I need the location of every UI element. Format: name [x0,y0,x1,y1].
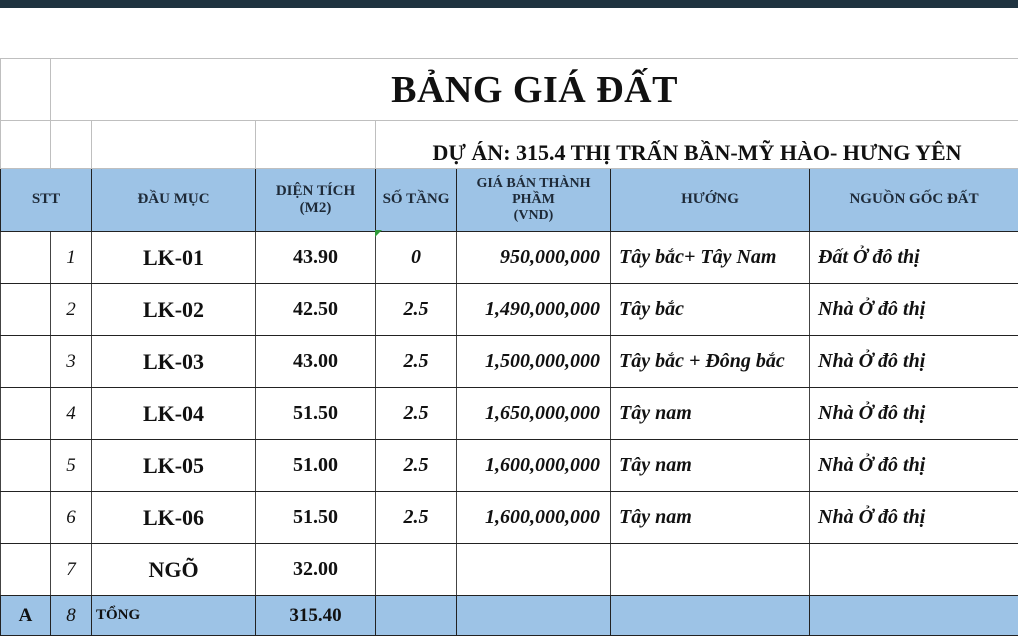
row-code[interactable]: LK-02 [92,284,256,336]
header-gia-ban [457,169,611,232]
price-table [0,58,1018,636]
cell[interactable] [1,59,51,121]
row-stt[interactable]: 4 [51,388,92,440]
row-stt[interactable]: 6 [51,492,92,544]
row-area[interactable]: 42.50 [256,284,376,336]
row-code[interactable]: LK-03 [92,336,256,388]
page-title: BẢNG GIÁ ĐẤT [51,59,1018,121]
total-area[interactable]: 315.40 [256,596,376,636]
cell[interactable] [810,596,1018,636]
cell[interactable] [51,121,92,169]
header-gia-ban-line3: (VND) [513,208,554,224]
header-stt: STT [1,169,92,232]
cell[interactable] [1,232,51,284]
cell[interactable] [256,121,376,169]
row-direction[interactable]: Tây bắc [611,284,810,336]
row-price[interactable] [457,544,611,596]
row-origin[interactable]: Nhà Ở đô thị [810,440,1018,492]
cell[interactable] [1,388,51,440]
row-area[interactable]: 43.90 [256,232,376,284]
row-price[interactable]: 1,600,000,000 [457,440,611,492]
row-floors[interactable]: 2.5 [376,492,457,544]
spreadsheet-sheet [0,8,1018,643]
header-dien-tich [256,169,376,232]
cell[interactable] [376,596,457,636]
project-subtitle: DỰ ÁN: 315.4 THỊ TRẤN BẦN-MỸ HÀO- HƯNG YÊN [376,121,1018,169]
cell[interactable] [1,336,51,388]
row-floors[interactable]: 2.5 [376,440,457,492]
header-dien-tich-line2: (M2) [299,200,332,216]
row-stt[interactable]: 2 [51,284,92,336]
header-gia-ban-line1: GIÁ BÁN THÀNH [476,175,591,191]
total-group[interactable]: A [1,596,51,636]
total-label[interactable]: TỔNG [92,596,256,636]
header-huong: HƯỚNG [611,169,810,232]
total-stt[interactable]: 8 [51,596,92,636]
row-price[interactable]: 1,490,000,000 [457,284,611,336]
row-floors[interactable]: 2.5 [376,336,457,388]
row-area[interactable]: 51.50 [256,492,376,544]
header-dien-tich-line1: DIỆN TÍCH [275,182,356,199]
row-code[interactable]: LK-01 [92,232,256,284]
row-origin[interactable]: Nhà Ở đô thị [810,284,1018,336]
row-direction[interactable]: Tây nam [611,388,810,440]
table-row [1,232,1018,284]
row-code[interactable]: LK-06 [92,492,256,544]
row-area[interactable]: 51.00 [256,440,376,492]
row-origin[interactable] [810,544,1018,596]
total-row [1,596,1018,636]
cell[interactable] [92,121,256,169]
table-row [1,440,1018,492]
cell[interactable] [457,596,611,636]
row-code[interactable]: NGÕ [92,544,256,596]
row-floors[interactable]: 2.5 [376,284,457,336]
header-so-tang: SỐ TẦNG [376,169,457,232]
row-area[interactable]: 51.50 [256,388,376,440]
cell[interactable] [1,544,51,596]
cell[interactable] [611,596,810,636]
cell[interactable] [1,284,51,336]
row-origin[interactable]: Nhà Ở đô thị [810,492,1018,544]
header-gia-ban-line2: PHẦM [512,191,555,207]
row-direction[interactable] [611,544,810,596]
row-stt[interactable]: 1 [51,232,92,284]
row-price[interactable]: 1,600,000,000 [457,492,611,544]
header-nguon-goc: NGUỒN GỐC ĐẤT [810,169,1018,232]
row-origin[interactable]: Nhà Ở đô thị [810,388,1018,440]
table-row [1,492,1018,544]
table-row [1,544,1018,596]
header-dau-muc: ĐẦU MỤC [92,169,256,232]
row-floors[interactable] [376,544,457,596]
cell[interactable] [1,121,51,169]
cell[interactable] [1,440,51,492]
row-direction[interactable]: Tây bắc+ Tây Nam [611,232,810,284]
row-price[interactable]: 1,500,000,000 [457,336,611,388]
row-direction[interactable]: Tây bắc + Đông bắc [611,336,810,388]
row-origin[interactable]: Nhà Ở đô thị [810,336,1018,388]
row-origin[interactable]: Đất Ở đô thị [810,232,1018,284]
row-floors[interactable]: 0 [376,232,457,284]
row-direction[interactable]: Tây nam [611,440,810,492]
comment-indicator [375,230,382,237]
row-floors[interactable]: 2.5 [376,388,457,440]
row-price[interactable]: 1,650,000,000 [457,388,611,440]
table-row [1,284,1018,336]
row-stt[interactable]: 5 [51,440,92,492]
row-code[interactable]: LK-04 [92,388,256,440]
cell[interactable] [1,492,51,544]
row-code[interactable]: LK-05 [92,440,256,492]
table-row [1,336,1018,388]
row-stt[interactable]: 7 [51,544,92,596]
table-row [1,388,1018,440]
row-stt[interactable]: 3 [51,336,92,388]
row-area[interactable]: 43.00 [256,336,376,388]
row-price[interactable]: 950,000,000 [457,232,611,284]
header-row [1,169,1018,232]
window-top-bar [0,0,1018,8]
row-direction[interactable]: Tây nam [611,492,810,544]
row-area[interactable]: 32.00 [256,544,376,596]
